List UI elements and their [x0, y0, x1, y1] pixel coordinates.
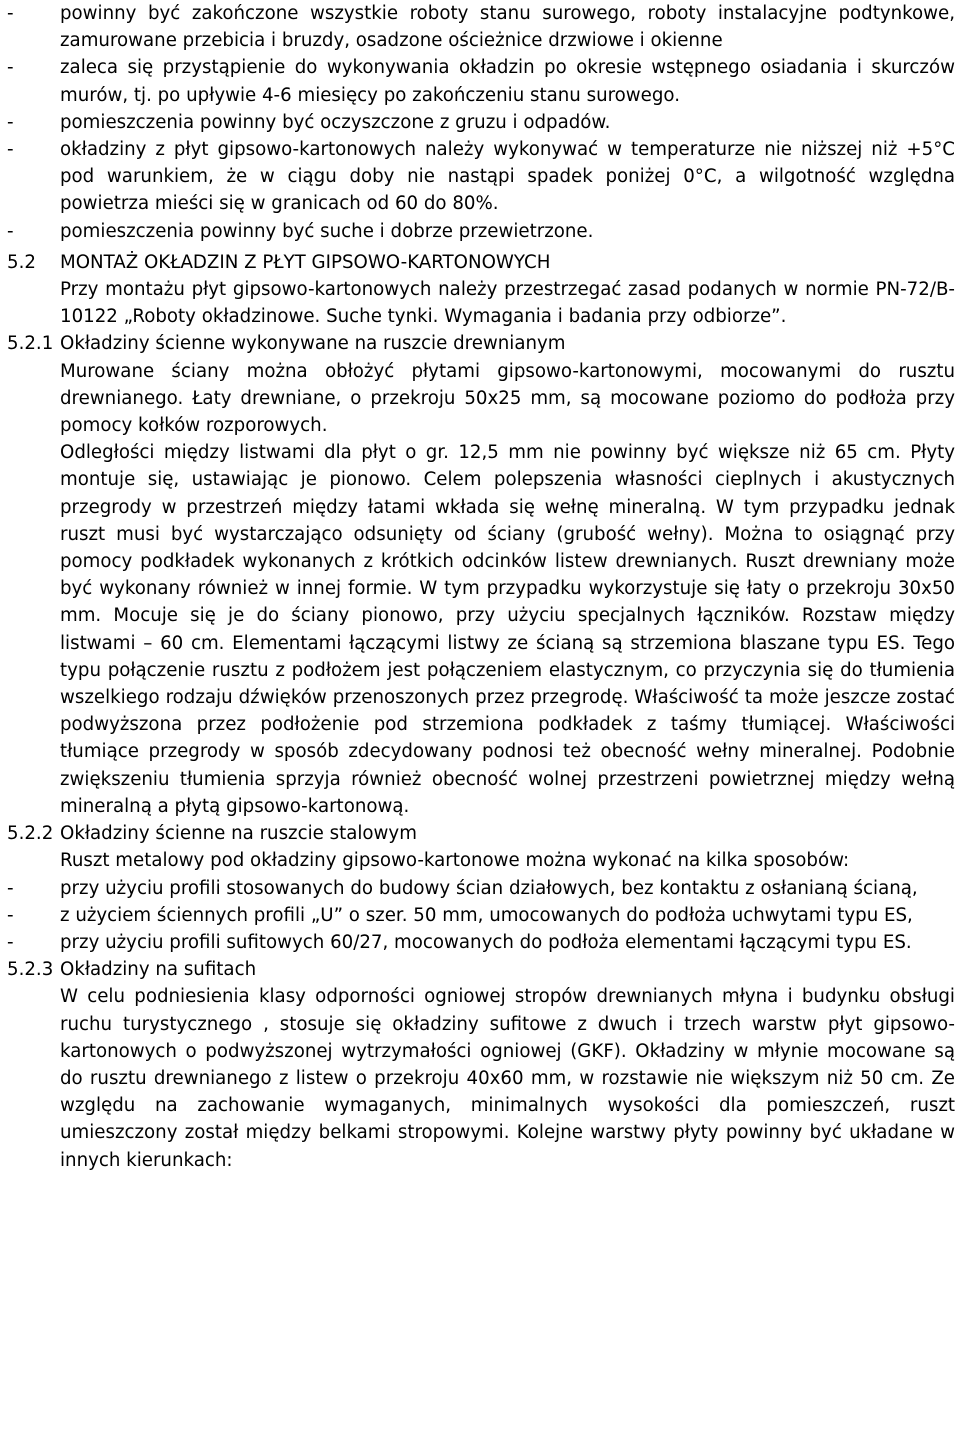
bullet-dash: -	[7, 904, 14, 926]
list-item-text: pomieszczenia powinny być oczyszczone z gruzu i odpadów.	[60, 111, 611, 133]
section-heading-5-2-1	[7, 330, 955, 357]
section-paragraph: W celu podniesienia klasy odporności ogniowej stropów drewnianych młyna i budynku obsługi ruchu turystycznego , stosuje się okładziny sufitowe z dwuch i trzech warstw płyt gipsowo-kartonowych o podwyższonej wytrzymałości ogniowej (GKF). Okładziny w młynie mocowane są do rusztu drewnianego z listew o przekroju 40x60 mm, w rozstawie nie większym niż 50 cm. Ze względu na zachowanie wymaganych, minimalnych wysokości dla pomieszczeń, ruszt umieszczony został między belkami stropowymi. Kolejne warstwy płyty powinny być układane w innych kierunkach:	[60, 986, 955, 1171]
bullet-dash: -	[7, 220, 14, 242]
list-item	[7, 109, 955, 136]
section-heading-5-2-3	[7, 956, 955, 983]
bullet-dash: -	[7, 139, 14, 161]
section-heading-5-2	[7, 249, 955, 276]
list-item-text: pomieszczenia powinny być suche i dobrze przewietrzone.	[60, 220, 594, 242]
list-item	[7, 929, 955, 956]
section-number: 5.2.3	[7, 959, 54, 981]
section-paragraph: Odległości między listwami dla płyt o gr. 12,5 mm nie powinny być większe niż 65 cm. Płyty montuje się, ustawiając je pionowo. Celem polepszenia własności cieplnych i akustycznych przegrody w przestrzeń między łatami wkłada się wełnę mineralną. W tym przypadku jednak ruszt musi być wystarczająco odsunięty od ściany (grubość wełny). Można to osiągnąć przy pomocy podkładek wykonanych z krótkich odcinków listew drewnianych. Ruszt drewniany może być wykonany również w innej formie. W tym przypadku wykorzystuje się łaty o przekroju 30x50 mm. Mocuje się je do ściany pionowo, przy użyciu specjalnych łączników. Rozstaw między listwami – 60 cm. Elementami łączącymi listwy ze ścianą są strzemiona blaszane typu ES. Tego typu połączenie rusztu z podłożem jest połączeniem elastycznym, co przyczynia się do tłumienia wszelkiego rodzaju dźwięków przenoszonych przez przegrodę. Właściwość ta może jeszcze zostać podwyższona przez podłożenie pod strzemiona podkładek z taśmy tłumiącej. Właściwości tłumiące przegrody w sposób zdecydowany podnosi też obecność wełny mineralnej. Podobnie zwiększeniu tłumienia sprzyja również obecność wolnej przestrzeni powietrznej między wełną mineralną a płytą gipsowo-kartonową.	[60, 442, 955, 817]
section-number: 5.2	[7, 251, 36, 273]
section-title: Okładziny ścienne wykonywane na ruszcie drewnianym	[60, 333, 566, 355]
list-item-text: z użyciem ściennych profili „U” o szer. 50 mm, umocowanych do podłoża uchwytami typu ES,	[60, 904, 913, 926]
section-title: MONTAŻ OKŁADZIN Z PŁYT GIPSOWO-KARTONOWYCH	[60, 251, 551, 273]
list-item	[7, 875, 955, 902]
section-number: 5.2.2	[7, 823, 54, 845]
list-item	[7, 54, 955, 108]
bullet-dash: -	[7, 111, 14, 133]
requirements-list	[7, 0, 955, 245]
list-item	[7, 0, 955, 54]
list-item-text: przy użyciu profili stosowanych do budowy ścian działowych, bez kontaktu z osłanianą ścianą,	[60, 877, 918, 899]
section-paragraph: Murowane ściany można obłożyć płytami gipsowo-kartonowymi, mocowanymi do rusztu drewnianego. Łaty drewniane, o przekroju 50x25 mm, są mocowane poziomo do podłoża przy pomocy kołków rozporowych.	[60, 360, 955, 437]
bullet-dash: -	[7, 3, 14, 24]
method-list	[7, 875, 955, 957]
section-paragraph: Ruszt metalowy pod okładziny gipsowo-kartonowe można wykonać na kilka sposobów:	[60, 850, 850, 872]
list-item-text: przy użyciu profili sufitowych 60/27, mocowanych do podłoża elementami łączącymi typu ES.	[60, 931, 912, 953]
section-title: Okładziny ścienne na ruszcie stalowym	[60, 823, 417, 845]
bullet-dash: -	[7, 57, 14, 79]
section-heading-5-2-2	[7, 820, 955, 847]
list-item-text: zaleca się przystąpienie do wykonywania okładzin po okresie wstępnego osiadania i skurczów murów, tj. po upływie 4-6 miesięcy po zakończeniu stanu surowego.	[60, 57, 955, 106]
list-item-text: powinny być zakończone wszystkie roboty stanu surowego, roboty instalacyjne podtynkowe, zamurowane przebicia i bruzdy, osadzone ościeżnice drzwiowe i okienne	[60, 3, 955, 52]
list-item-text: okładziny z płyt gipsowo-kartonowych należy wykonywać w temperaturze nie niższej niż +5°C pod warunkiem, że w ciągu doby nie nastąpi spadek poniżej 0°C, a wilgotność względna powietrza mieści się w granicach od 60 do 80%.	[60, 139, 955, 215]
section-title: Okładziny na sufitach	[60, 959, 257, 981]
list-item	[7, 902, 955, 929]
bullet-dash: -	[7, 931, 14, 953]
bullet-dash: -	[7, 877, 14, 899]
list-item	[7, 218, 955, 245]
section-body: Przy montażu płyt gipsowo-kartonowych należy przestrzegać zasad podanych w normie PN-72/B-10122 „Roboty okładzinowe. Suche tynki. Wymagania i badania przy odbiorze”.	[60, 279, 955, 328]
list-item	[7, 136, 955, 218]
section-number: 5.2.1	[7, 333, 54, 355]
